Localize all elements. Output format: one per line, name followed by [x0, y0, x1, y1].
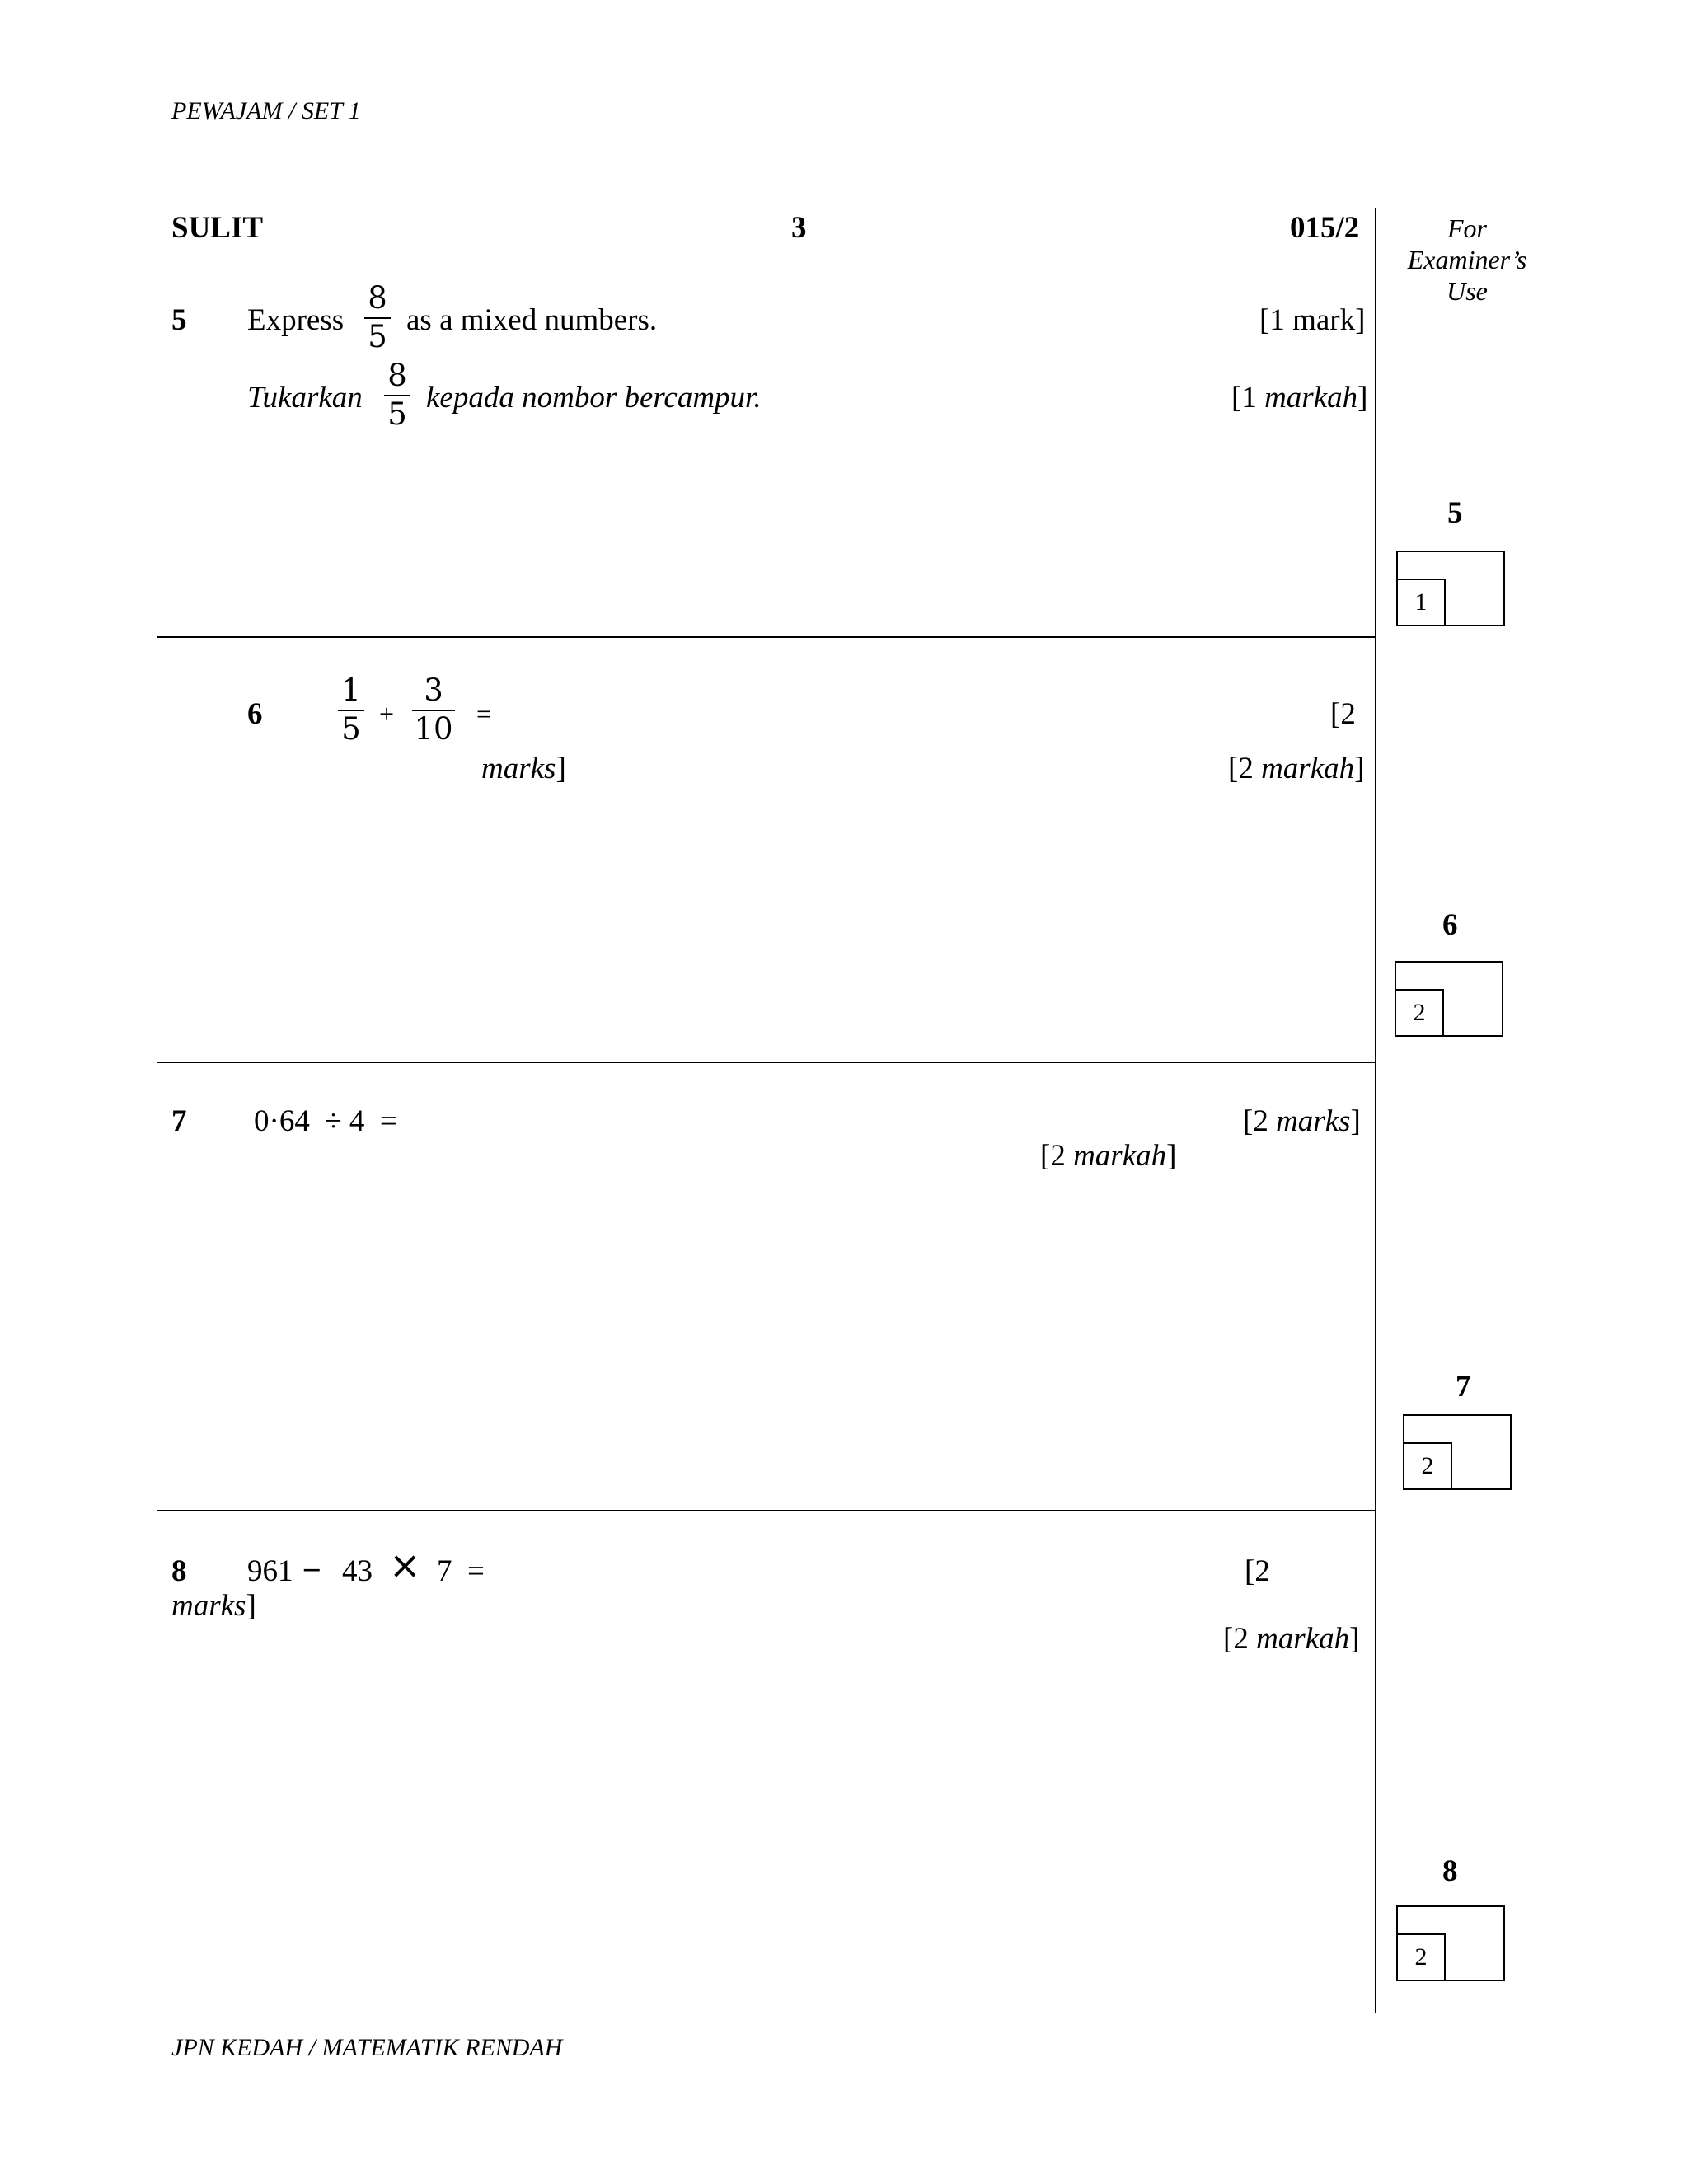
question-5-number: 5 [171, 303, 187, 337]
sulit-label: SULIT [171, 211, 264, 245]
question-6-operator: + [379, 699, 395, 729]
set-label: PEWAJAM / SET 1 [171, 97, 361, 124]
examiner-line-2: Examiner’s [1407, 245, 1527, 274]
question-6-number: 6 [247, 697, 263, 731]
question-5-text-ms-after: kepada nombor bercampur. [426, 381, 762, 415]
examiner-line-1: For [1447, 213, 1487, 243]
examiner-q8-number: 8 [1442, 1854, 1458, 1888]
question-6-marks-en-open: [2 [1330, 697, 1356, 731]
examiner-column-divider [1375, 208, 1376, 2013]
question-7-expression: 0·64 ÷ 4 = [254, 1104, 397, 1138]
fraction-numerator: 1 [341, 673, 361, 708]
examiner-q5-number: 5 [1447, 496, 1463, 530]
examiner-q6-number: 6 [1442, 908, 1458, 942]
fraction-numerator: 8 [387, 358, 407, 393]
question-5-text-en-after: as a mixed numbers. [406, 303, 658, 337]
question-5-text-ms-before: Tukarkan [247, 381, 363, 415]
examiner-q5-max-mark: 1 [1396, 579, 1446, 626]
question-separator [157, 636, 1376, 638]
question-8-marks-en-open: [2 [1245, 1554, 1270, 1588]
question-8-expr-b: 43 [342, 1554, 373, 1588]
paper-code: 015/2 [1290, 211, 1360, 245]
footer-label: JPN KEDAH / MATEMATIK RENDAH [171, 2034, 563, 2061]
question-6-marks-en-word: marks] [481, 752, 566, 785]
question-5-marks-en: [1 mark] [1259, 303, 1366, 337]
question-8-expr-c: 7 = [437, 1554, 485, 1588]
question-5-text-en-before: Express [247, 303, 345, 337]
question-6-fraction-2 [409, 674, 458, 746]
question-7-marks-en: [2 marks] [1243, 1104, 1361, 1138]
question-8-times: × [389, 1543, 421, 1587]
question-6-fraction-1 [335, 674, 368, 746]
page-number: 3 [791, 211, 807, 245]
question-6-equals: = [476, 699, 492, 729]
fraction-denominator: 5 [387, 396, 407, 432]
question-8-marks-en-word: marks] [171, 1589, 256, 1623]
question-5-marks-ms: [1 markah] [1231, 381, 1368, 415]
fraction-denominator: 10 [414, 711, 453, 747]
question-8-number: 8 [171, 1554, 187, 1588]
examiner-use-label [1385, 213, 1550, 307]
question-5-fraction-ms [381, 359, 414, 431]
fraction-numerator: 8 [368, 280, 387, 316]
question-7-marks-ms: [2 markah] [1040, 1139, 1177, 1173]
examiner-line-3: Use [1447, 276, 1488, 306]
question-8-marks-ms: [2 markah] [1223, 1622, 1360, 1656]
question-separator [157, 1510, 1376, 1511]
examiner-q8-max-mark: 2 [1396, 1933, 1446, 1981]
question-separator [157, 1062, 1376, 1063]
examiner-q7-number: 7 [1456, 1370, 1471, 1404]
question-5-fraction-en [361, 282, 394, 354]
fraction-denominator: 5 [341, 711, 361, 747]
examiner-q7-max-mark: 2 [1403, 1442, 1452, 1490]
question-6-marks-ms: [2 markah] [1228, 752, 1365, 785]
examiner-q6-max-mark: 2 [1395, 989, 1444, 1037]
question-7-number: 7 [171, 1104, 187, 1138]
fraction-denominator: 5 [368, 319, 387, 354]
fraction-numerator: 3 [424, 673, 443, 708]
question-8-expr-a: 961 [247, 1554, 293, 1588]
question-8-minus: – [304, 1551, 320, 1585]
